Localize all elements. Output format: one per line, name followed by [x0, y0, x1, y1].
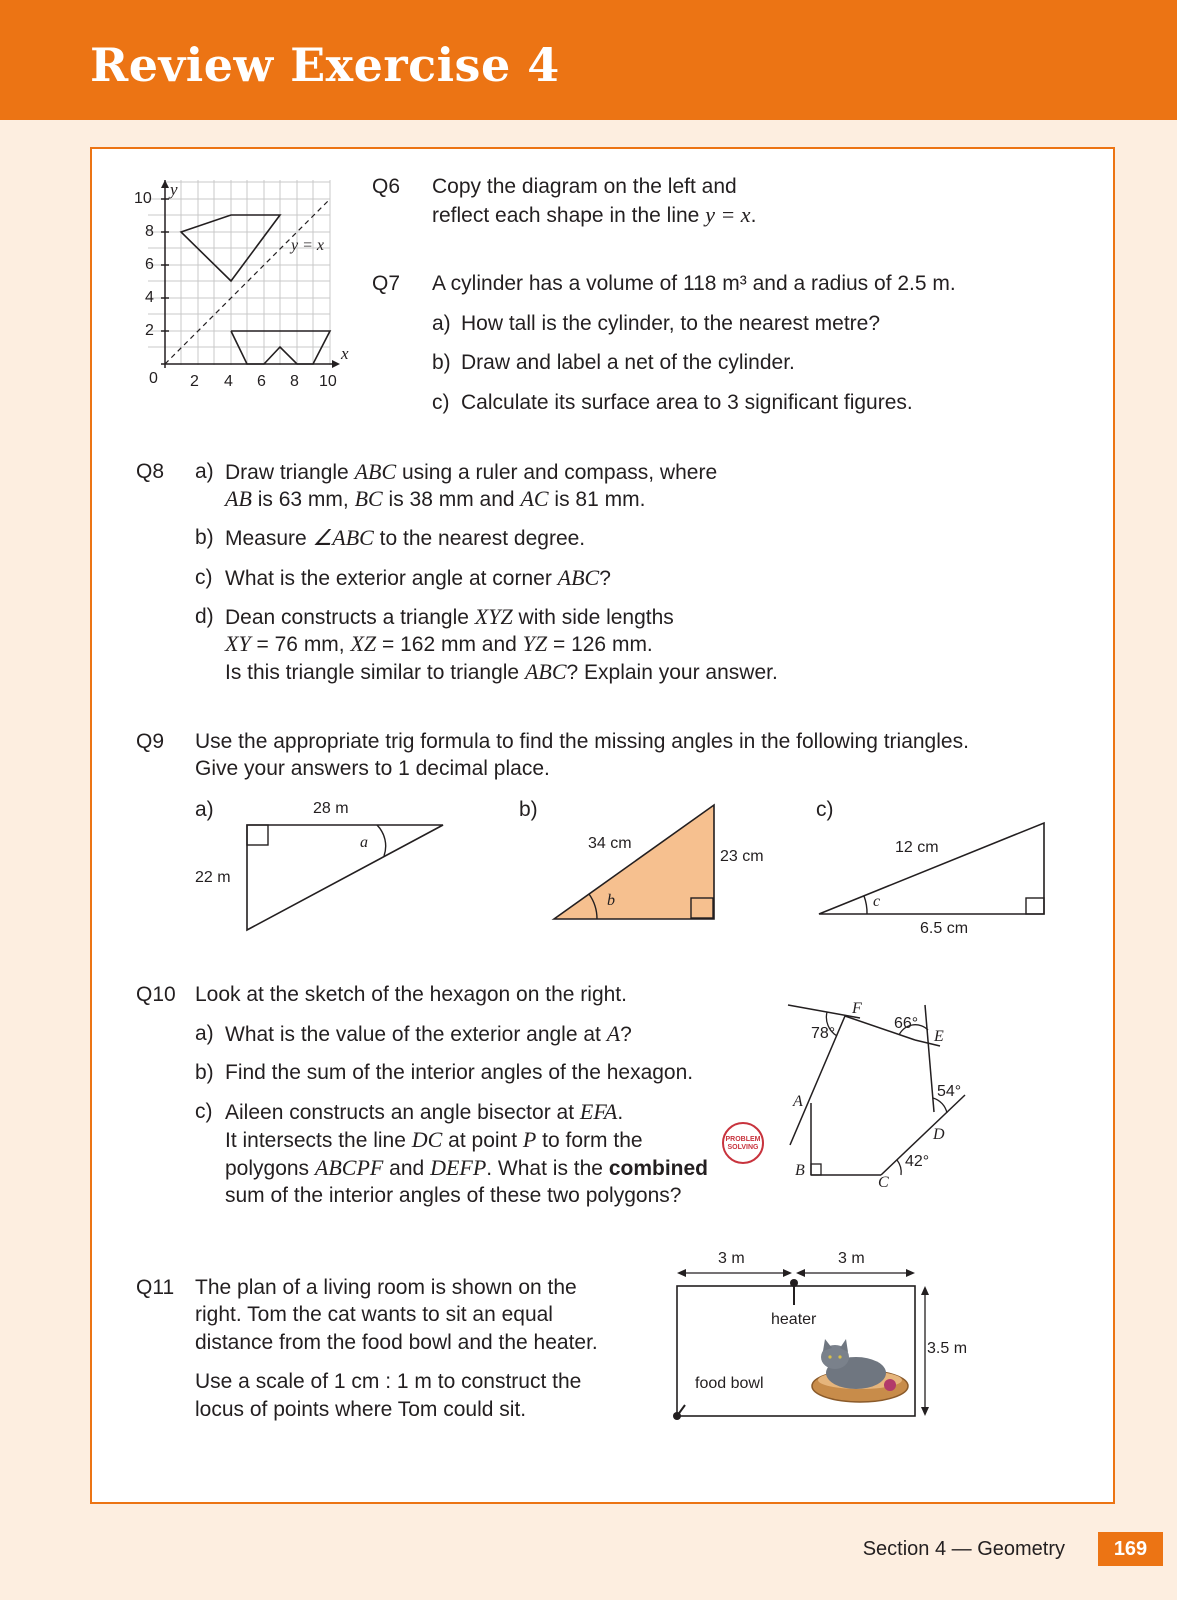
q9-a-tag: a)	[195, 798, 214, 821]
q6-line2: reflect each shape in the line y = x.	[432, 202, 757, 227]
q8-number: Q8	[136, 460, 165, 483]
q8-b-tag: b)	[195, 526, 214, 549]
problem-solving-stamp: PROBLEM SOLVING	[722, 1122, 764, 1164]
q10-a-tag: a)	[195, 1022, 214, 1045]
graph-xtick-8: 8	[290, 373, 299, 390]
q9-a-top-label: 28 m	[313, 800, 349, 817]
q9-b-angle-label: b	[607, 892, 615, 909]
q10-c-line2: It intersects the line DC at point P to form the	[225, 1127, 643, 1152]
q10-c-line3: polygons ABCPF and DEFP. What is the combined	[225, 1155, 708, 1180]
q7-a: How tall is the cylinder, to the nearest metre?	[461, 312, 881, 335]
q8-a-tag: a)	[195, 460, 214, 483]
plan-heater-label: heater	[771, 1311, 817, 1328]
q9-line2: Give your answers to 1 decimal place.	[195, 757, 550, 780]
q8-d-line3: Is this triangle similar to triangle ABC? Explain your answer.	[225, 659, 778, 684]
header-bar	[0, 0, 1177, 120]
page-title: Review Exercise 4	[90, 38, 560, 92]
graph-x-label: x	[341, 344, 349, 363]
q9-number: Q9	[136, 730, 165, 753]
graph-xtick-6: 6	[257, 373, 266, 390]
q9-c-tag: c)	[816, 798, 834, 821]
q7-a-tag: a)	[432, 312, 451, 335]
q11-line4: Use a scale of 1 cm : 1 m to construct the	[195, 1370, 582, 1393]
q10-b: Find the sum of the interior angles of the hexagon.	[225, 1061, 694, 1084]
graph-ytick-8: 8	[145, 223, 154, 240]
q9-c-hyp-label: 12 cm	[895, 839, 939, 856]
q11-number: Q11	[136, 1276, 175, 1299]
q8-c-tag: c)	[195, 566, 213, 589]
graph-xtick-4: 4	[224, 373, 233, 390]
q9-c-base-label: 6.5 cm	[920, 920, 969, 937]
q7-c: Calculate its surface area to 3 significant figures.	[461, 391, 913, 414]
q10-c-line1: Aileen constructs an angle bisector at EFA.	[225, 1099, 624, 1124]
cat-in-basket-image	[812, 1339, 908, 1402]
q11-line3: distance from the food bowl and the heater.	[195, 1331, 598, 1354]
hex-label-D: D	[933, 1126, 945, 1143]
q6-number: Q6	[372, 175, 401, 198]
hex-angle-D: 54°	[937, 1083, 962, 1100]
q9-line1: Use the appropriate trig formula to find the missing angles in the following triangles.	[195, 730, 969, 753]
q11-line2: right. Tom the cat wants to sit an equal	[195, 1303, 553, 1326]
q9-b-side-label: 23 cm	[720, 848, 764, 865]
q10-c-tag: c)	[195, 1100, 213, 1123]
graph-grid	[148, 180, 330, 365]
q9-triangle-b	[548, 800, 723, 925]
q9-a-side-label: 22 m	[195, 869, 231, 886]
graph-ytick-10: 10	[134, 190, 152, 207]
q9-c-angle-label: c	[873, 893, 881, 910]
q8-a-line2: AB is 63 mm, BC is 38 mm and AC is 81 mm.	[225, 486, 646, 511]
hex-angle-C: 42°	[905, 1153, 930, 1170]
q7-number: Q7	[372, 272, 401, 295]
hex-label-A: A	[793, 1093, 803, 1110]
hex-angle-F: 78°	[811, 1025, 836, 1042]
graph-ytick-4: 4	[145, 289, 154, 306]
q8-a-line1: Draw triangle ABC using a ruler and compass, where	[225, 459, 718, 484]
q8-d-line2: XY = 76 mm, XZ = 162 mm and YZ = 126 mm.	[225, 631, 653, 656]
graph-xtick-10: 10	[319, 373, 337, 390]
hex-angle-E: 66°	[894, 1015, 919, 1032]
q11-line1: The plan of a living room is shown on the	[195, 1276, 577, 1299]
q7-c-tag: c)	[432, 391, 450, 414]
q9-triangle-a	[240, 815, 450, 940]
q10-line1: Look at the sketch of the hexagon on the right.	[195, 983, 627, 1006]
q8-b: Measure ∠ABC to the nearest degree.	[225, 525, 586, 550]
q10-a: What is the value of the exterior angle at A?	[225, 1021, 632, 1046]
q7-b-tag: b)	[432, 351, 451, 374]
q11-line5: locus of points where Tom could sit.	[195, 1398, 527, 1421]
plan-height: 3.5 m	[927, 1340, 968, 1357]
q9-b-tag: b)	[519, 798, 538, 821]
q7-line1: A cylinder has a volume of 118 m³ and a radius of 2.5 m.	[432, 272, 956, 295]
q10-b-tag: b)	[195, 1061, 214, 1084]
graph-y-label: y	[170, 180, 178, 199]
hex-label-F: F	[852, 1000, 862, 1017]
plan-right-length: 3 m	[838, 1250, 865, 1267]
q11-room-plan	[670, 1265, 950, 1455]
graph-ytick-2: 2	[145, 322, 154, 339]
hex-label-B: B	[795, 1162, 805, 1179]
plan-bowl-label: food bowl	[695, 1375, 764, 1392]
q9-a-angle-label: a	[360, 834, 368, 851]
q6-line1: Copy the diagram on the left and	[432, 175, 737, 198]
graph-ytick-6: 6	[145, 256, 154, 273]
q8-c: What is the exterior angle at corner ABC?	[225, 565, 611, 590]
graph-xtick-2: 2	[190, 373, 199, 390]
q6-graph	[128, 180, 348, 395]
q10-number: Q10	[136, 983, 176, 1006]
q8-d-tag: d)	[195, 605, 214, 628]
footer-section: Section 4 — Geometry	[862, 1538, 1065, 1560]
graph-origin-label: 0	[149, 370, 158, 387]
q10-c-line4: sum of the interior angles of these two polygons?	[225, 1184, 682, 1207]
plan-left-length: 3 m	[718, 1250, 745, 1267]
q9-triangle-c	[812, 818, 1052, 918]
hex-label-C: C	[878, 1174, 889, 1191]
q8-d-line1: Dean constructs a triangle XYZ with side lengths	[225, 604, 674, 629]
page-number: 169	[1098, 1532, 1163, 1566]
q9-b-hyp-label: 34 cm	[588, 835, 632, 852]
q7-b: Draw and label a net of the cylinder.	[461, 351, 795, 374]
graph-line-label: y = x	[291, 237, 324, 254]
hex-label-E: E	[934, 1028, 944, 1045]
